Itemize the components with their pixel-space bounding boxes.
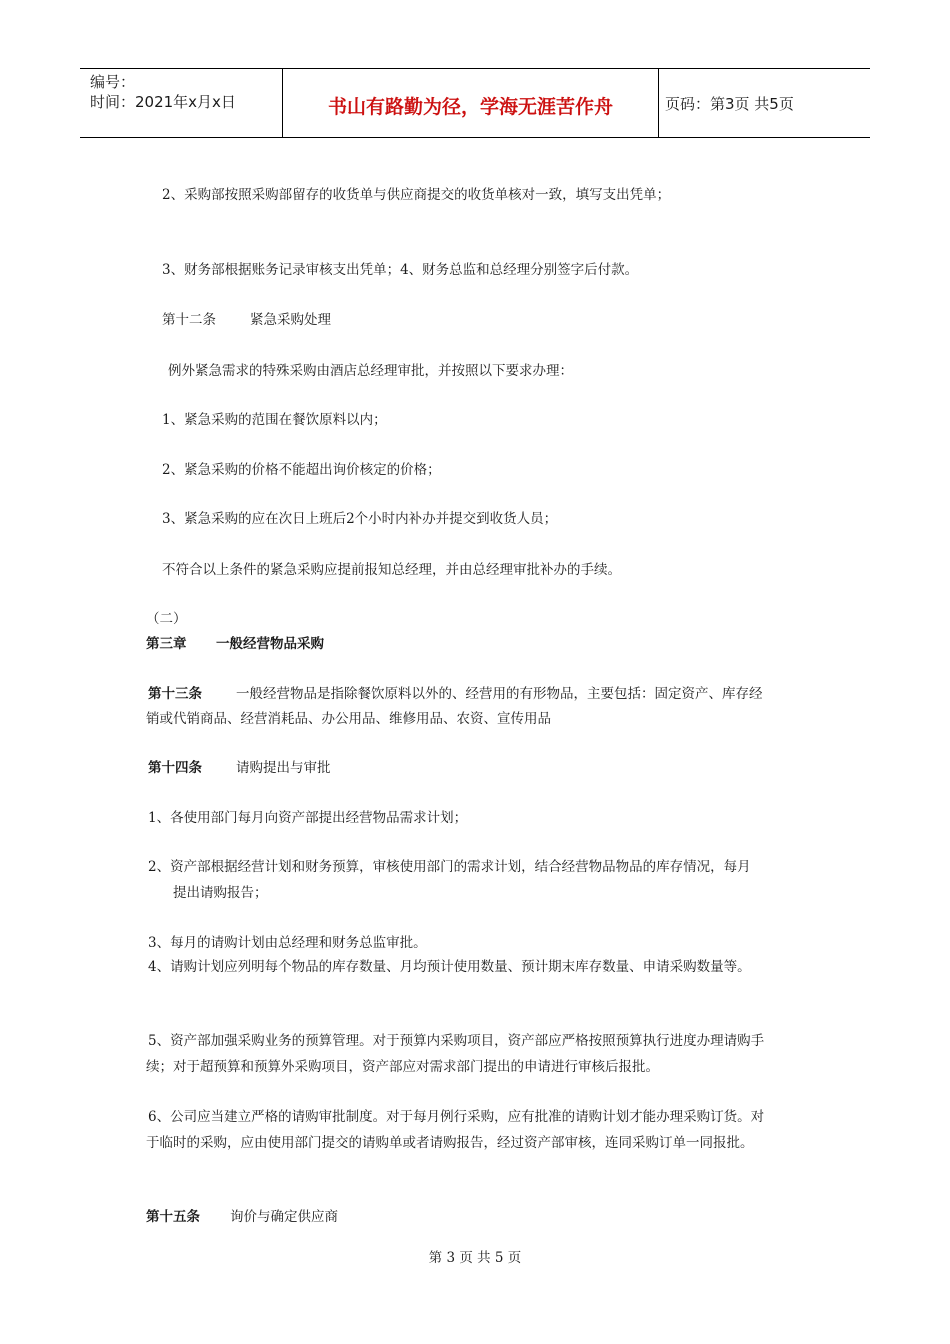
paragraph: 不符合以上条件的紧急采购应提前报知总经理，并由总经理审批补办的手续。 — [162, 562, 621, 578]
list-item: 3、每月的请购计划由总经理和财务总监审批。 — [148, 935, 427, 951]
article-heading — [162, 310, 331, 330]
article-number: 第十二条 — [162, 312, 216, 328]
paragraph: 2、采购部按照采购部留存的收货单与供应商提交的收货单核对一致，填写支出凭单； — [162, 187, 671, 203]
article-title: 请购提出与审批 — [236, 760, 331, 776]
list-item: 4、请购计划应列明每个物品的库存数量、月均预计使用数量、预计期末库存数量、申请采购数量等。 — [148, 959, 751, 975]
paragraph-continuation: 提出请购报告； — [173, 885, 268, 901]
article-heading — [146, 1207, 338, 1227]
article-number: 第十四条 — [148, 760, 202, 776]
page-footer: 第 3 页 共 5 页 — [428, 1250, 522, 1266]
list-item: 6、公司应当建立严格的请购审批制度。对于每月例行采购，应有批准的请购计划才能办理采购订货。对 — [148, 1109, 765, 1125]
header-page-info: 页码：第3页 共5页 — [665, 95, 794, 113]
paragraph-continuation: 于临时的采购，应由使用部门提交的请购单或者请购报告，经过资产部审核，连同采购订单一同报批。 — [146, 1135, 754, 1151]
article-title: 紧急采购处理 — [250, 312, 331, 328]
section-label: （二） — [146, 611, 187, 627]
paragraph-continuation: 销或代销商品、经营消耗品、办公用品、维修用品、农资、宣传用品 — [146, 711, 551, 727]
document-number-label: 编号： — [90, 73, 136, 91]
chapter-title: 一般经营物品采购 — [216, 636, 324, 652]
list-item: 2、资产部根据经营计划和财务预算，审核使用部门的需求计划，结合经营物品物品的库存情况，每月 — [148, 859, 751, 875]
header-motto-cell — [283, 69, 659, 137]
paragraph: 例外紧急需求的特殊采购由酒店总经理审批，并按照以下要求办理： — [168, 363, 573, 379]
chapter-number: 第三章 — [146, 636, 187, 652]
article-paragraph — [148, 684, 763, 704]
article-title: 询价与确定供应商 — [230, 1209, 338, 1225]
chapter-heading — [146, 634, 324, 654]
list-item: 1、紧急采购的范围在餐饮原料以内； — [162, 412, 387, 428]
list-item: 3、紧急采购的应在次日上班后2个小时内补办并提交到收货人员； — [162, 511, 558, 527]
document-header — [80, 68, 870, 138]
article-number: 第十三条 — [148, 686, 202, 702]
paragraph-continuation: 续；对于超预算和预算外采购项目，资产部应对需求部门提出的申请进行审核后报批。 — [146, 1059, 659, 1075]
header-page-cell — [659, 69, 870, 137]
list-item: 5、资产部加强采购业务的预算管理。对于预算内采购项目，资产部应严格按照预算执行进度办理请购手 — [148, 1033, 765, 1049]
paragraph: 3、财务部根据账务记录审核支出凭单；4、财务总监和总经理分别签字后付款。 — [162, 262, 639, 278]
article-heading — [148, 758, 331, 778]
list-item: 2、紧急采购的价格不能超出询价核定的价格； — [162, 462, 441, 478]
article-number: 第十五条 — [146, 1209, 200, 1225]
header-motto: 书山有路勤为径，学海无涯苦作舟 — [327, 96, 613, 118]
header-meta-cell — [80, 69, 283, 137]
document-date: 时间：2021年x月x日 — [90, 93, 236, 111]
list-item: 1、各使用部门每月向资产部提出经营物品需求计划； — [148, 810, 468, 826]
article-text: 一般经营物品是指除餐饮原料以外的、经营用的有形物品，主要包括：固定资产、库存经 — [236, 686, 763, 702]
